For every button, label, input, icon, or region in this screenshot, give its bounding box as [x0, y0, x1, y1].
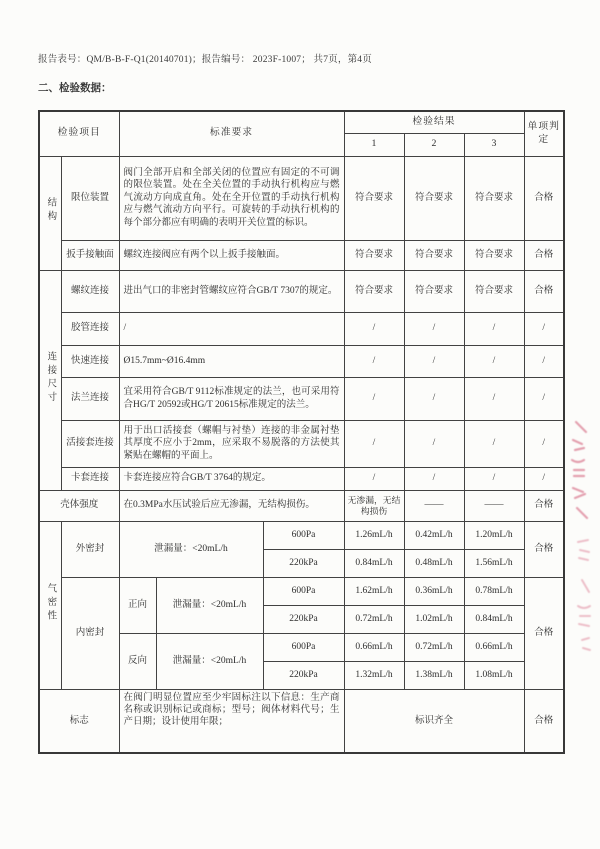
table-row	[39, 240, 564, 270]
standard-text: 在0.3MPa水压试验后应无渗漏，无结构损伤。	[119, 490, 344, 521]
col-header-result-2: 2	[404, 133, 464, 156]
judgment: /	[524, 467, 564, 490]
col-header-result: 检验结果	[344, 111, 524, 133]
col-header-result-1: 1	[344, 133, 404, 156]
result-1: 无渗漏，无结构损伤	[344, 490, 404, 521]
red-stamp-fragment	[562, 400, 600, 670]
result-3: 0.78mL/h	[464, 577, 524, 605]
result-1: 1.26mL/h	[344, 521, 404, 549]
result-1: 符合要求	[344, 156, 404, 240]
item-label-inner-seal: 内密封	[61, 577, 119, 689]
group-label-airtightness: 气密性	[39, 521, 61, 689]
result-merged: 标识齐全	[344, 689, 524, 753]
result-1: /	[344, 312, 404, 345]
judgment: 合格	[524, 521, 564, 577]
result-1: 符合要求	[344, 270, 404, 312]
result-2: /	[404, 420, 464, 467]
table-row	[39, 270, 564, 312]
item-label: 螺纹连接	[61, 270, 119, 312]
table-row	[39, 521, 564, 549]
standard-text: 螺纹连接阀应有两个以上扳手接触面。	[119, 240, 344, 270]
direction-label-forward: 正向	[119, 577, 156, 633]
result-2: 1.02mL/h	[404, 605, 464, 633]
result-2: /	[404, 345, 464, 377]
item-label: 法兰连接	[61, 377, 119, 420]
leak-spec: 泄漏量：<20mL/h	[156, 577, 263, 633]
result-3: /	[464, 312, 524, 345]
standard-text: Ø15.7mm~Ø16.4mm	[119, 345, 344, 377]
pressure-label: 600Pa	[263, 633, 344, 661]
result-3: /	[464, 420, 524, 467]
judgment: /	[524, 420, 564, 467]
table-row	[39, 577, 564, 605]
section-title: 二、检验数据：	[38, 83, 112, 94]
item-label-shell-strength: 壳体强度	[39, 490, 119, 521]
standard-text: /	[119, 312, 344, 345]
result-1: 符合要求	[344, 240, 404, 270]
pressure-label: 600Pa	[263, 521, 344, 549]
result-3: 0.84mL/h	[464, 605, 524, 633]
result-3: 符合要求	[464, 240, 524, 270]
result-3: /	[464, 345, 524, 377]
result-1: 0.66mL/h	[344, 633, 404, 661]
result-1: 0.84mL/h	[344, 549, 404, 577]
result-2: 1.38mL/h	[404, 661, 464, 689]
judgment: 合格	[524, 490, 564, 521]
result-2: 符合要求	[404, 156, 464, 240]
col-header-judgment: 单项判定	[524, 111, 564, 156]
pressure-label: 220kPa	[263, 549, 344, 577]
result-3: ——	[464, 490, 524, 521]
result-2: /	[404, 312, 464, 345]
result-1: 1.32mL/h	[344, 661, 404, 689]
table-row	[39, 312, 564, 345]
pressure-label: 220kPa	[263, 605, 344, 633]
table-row	[39, 467, 564, 490]
judgment: /	[524, 377, 564, 420]
item-label: 扳手接触面	[61, 240, 119, 270]
result-1: 1.62mL/h	[344, 577, 404, 605]
judgment: /	[524, 345, 564, 377]
result-3: /	[464, 467, 524, 490]
pressure-label: 600Pa	[263, 577, 344, 605]
judgment: 合格	[524, 240, 564, 270]
result-3: 符合要求	[464, 270, 524, 312]
col-header-standard: 标准要求	[119, 111, 344, 156]
standard-text: 进出气口的非密封管螺纹应符合GB/T 7307的规定。	[119, 270, 344, 312]
table-row	[39, 156, 564, 240]
leak-spec: 泄漏量：<20mL/h	[119, 521, 263, 577]
table-row	[39, 420, 564, 467]
judgment: 合格	[524, 156, 564, 240]
table-row	[39, 490, 564, 521]
result-2: 0.36mL/h	[404, 577, 464, 605]
leak-spec: 泄漏量：<20mL/h	[156, 633, 263, 689]
standard-text: 卡套连接应符合GB/T 3764的规定。	[119, 467, 344, 490]
result-3: 1.08mL/h	[464, 661, 524, 689]
judgment: 合格	[524, 689, 564, 753]
result-2: 符合要求	[404, 240, 464, 270]
item-label: 限位装置	[61, 156, 119, 240]
col-header-item: 检验项目	[39, 111, 119, 156]
col-header-result-3: 3	[464, 133, 524, 156]
result-3: 1.56mL/h	[464, 549, 524, 577]
result-3: 0.66mL/h	[464, 633, 524, 661]
standard-text: 用于出口活接套（螺帽与衬垫）连接的非金属衬垫其厚度不应小于2mm，应采取不易脱落的方法使其紧贴在螺帽的平面上。	[119, 420, 344, 467]
item-label: 快速连接	[61, 345, 119, 377]
result-2: 0.72mL/h	[404, 633, 464, 661]
report-meta-line: 报告表号：QM/B-B-F-Q1(20140701)；报告编号： 2023F-1007； 共7页，第4页	[38, 55, 372, 65]
result-1: /	[344, 377, 404, 420]
table-row	[39, 689, 564, 753]
direction-label-reverse: 反向	[119, 633, 156, 689]
result-2: 0.48mL/h	[404, 549, 464, 577]
pressure-label: 220kPa	[263, 661, 344, 689]
judgment: /	[524, 312, 564, 345]
result-2: /	[404, 377, 464, 420]
result-2: ——	[404, 490, 464, 521]
group-label-connection-size: 连接尺寸	[39, 270, 61, 490]
standard-text: 阀门全部开启和全部关闭的位置应有固定的不可调的限位装置。处在全关位置的手动执行机构应与燃气流动方向成直角。处在全开位置的手动执行机构应与燃气流动方向平行。可旋转的手动执行机构的每个部分都应有明确的表明开关位置的标识。	[119, 156, 344, 240]
result-1: /	[344, 345, 404, 377]
result-1: 0.72mL/h	[344, 605, 404, 633]
result-2: /	[404, 467, 464, 490]
item-label: 卡套连接	[61, 467, 119, 490]
standard-text: 在阀门明显位置应至少牢固标注以下信息：生产商名称或识别标记或商标；型号；阀体材料代号；生产日期；设计使用年限；	[119, 689, 344, 753]
result-1: /	[344, 467, 404, 490]
table-row	[39, 345, 564, 377]
result-2: 0.42mL/h	[404, 521, 464, 549]
result-3: 符合要求	[464, 156, 524, 240]
item-label-outer-seal: 外密封	[61, 521, 119, 577]
table-row	[39, 377, 564, 420]
group-label-structure: 结构	[39, 156, 61, 270]
result-3: /	[464, 377, 524, 420]
judgment: 合格	[524, 270, 564, 312]
result-3: 1.20mL/h	[464, 521, 524, 549]
item-label: 活接套连接	[61, 420, 119, 467]
result-2: 符合要求	[404, 270, 464, 312]
result-1: /	[344, 420, 404, 467]
judgment: 合格	[524, 577, 564, 689]
standard-text: 宜采用符合GB/T 9112标准规定的法兰，也可采用符合HG/T 20592或HG/T 20615标准规定的法兰。	[119, 377, 344, 420]
inspection-data-table	[38, 110, 565, 754]
item-label-marking: 标志	[39, 689, 119, 753]
item-label: 胶管连接	[61, 312, 119, 345]
